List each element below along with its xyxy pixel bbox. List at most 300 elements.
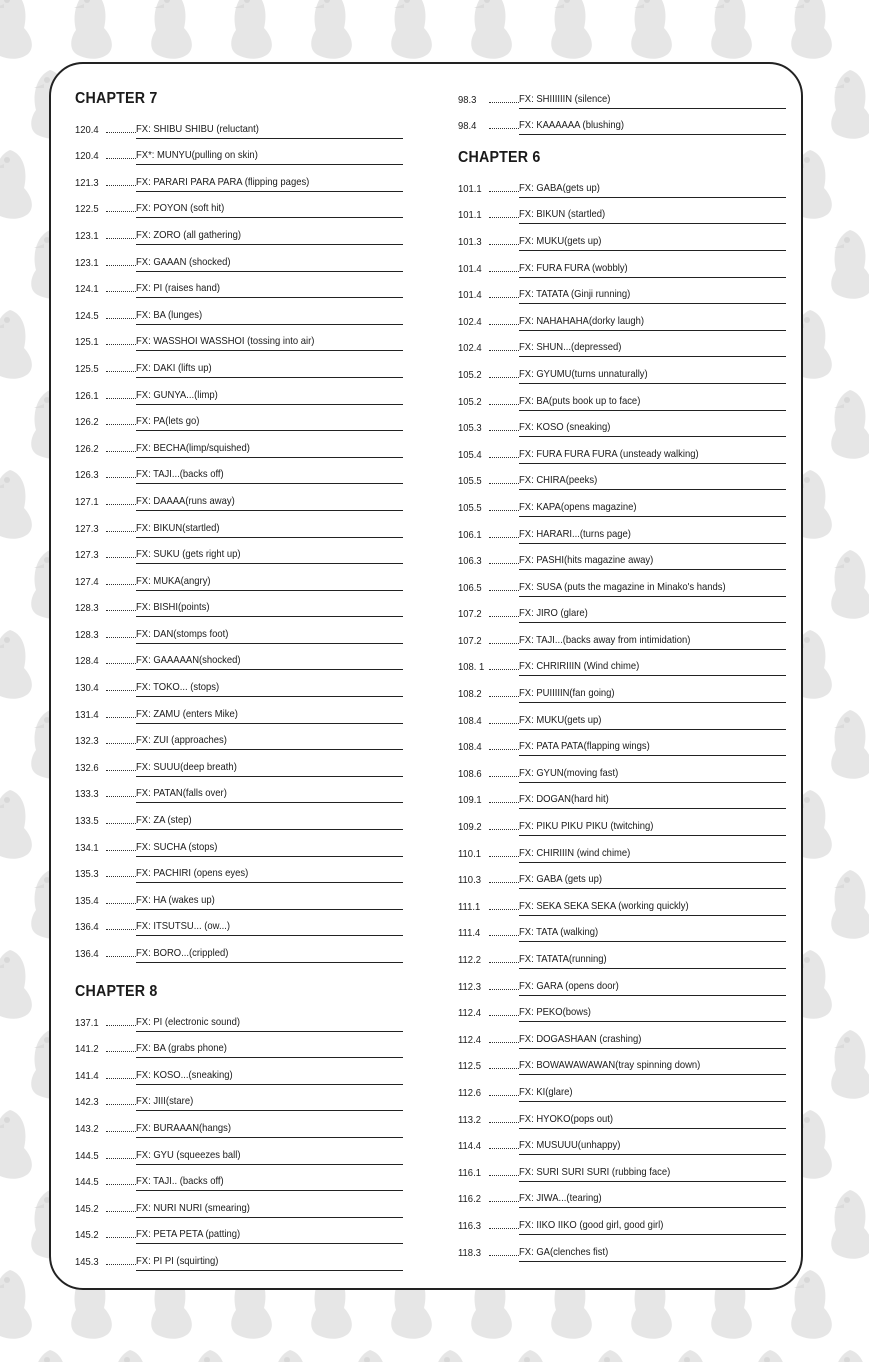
fx-translation [519, 793, 786, 809]
fx-translation [136, 681, 403, 697]
page-number: 128.3 [75, 602, 99, 615]
fx-text: FX: PARARI PARA PARA (flipping pages) [136, 175, 310, 188]
page-number: 121.3 [75, 176, 99, 189]
leader-dots [106, 398, 136, 399]
fx-entry [458, 650, 786, 677]
leader-dots [106, 637, 136, 638]
fx-text: FX: JIRO (glare) [519, 607, 588, 620]
fx-entry [75, 883, 403, 910]
fx-entry [75, 936, 403, 963]
leader-dots [106, 1131, 136, 1132]
penguin-icon [831, 390, 869, 459]
page-number: 127.3 [75, 522, 99, 535]
fx-entry [458, 676, 786, 703]
penguin-icon [831, 70, 869, 139]
fx-entry [75, 1244, 403, 1271]
penguin-icon [831, 1030, 869, 1099]
fx-translation [136, 708, 403, 724]
penguin-icon [631, 0, 672, 59]
fx-translation [136, 920, 403, 936]
fx-text: FX: BA (lunges) [136, 308, 203, 321]
fx-entry [458, 623, 786, 650]
fx-text: FX: SUSA (puts the magazine in Minako's hands) [519, 580, 726, 593]
fx-translation [136, 894, 403, 910]
leader-dots [106, 185, 136, 186]
penguin-icon [0, 470, 32, 539]
fx-entry [458, 703, 786, 730]
page-number: 101.4 [458, 262, 482, 275]
leader-dots [489, 244, 519, 245]
fx-translation [519, 1139, 786, 1155]
fx-entry [458, 464, 786, 491]
fx-text: FX: ITSUTSU... (ow...) [136, 920, 230, 933]
page-number: 145.3 [75, 1255, 99, 1268]
fx-entry [75, 272, 403, 299]
page-number: 101.1 [458, 209, 482, 222]
fx-entry [458, 331, 786, 358]
penguin-icon [551, 0, 592, 59]
fx-translation [519, 1113, 786, 1129]
fx-text: FX: SUKU (gets right up) [136, 548, 241, 561]
leader-dots [489, 217, 519, 218]
page-number: 101.4 [458, 289, 482, 302]
leader-dots [489, 962, 519, 963]
page-number: 110.3 [458, 874, 481, 887]
page-number: 109.2 [458, 821, 482, 834]
penguin-icon [0, 0, 32, 59]
page-number: 105.5 [458, 475, 482, 488]
leader-dots [106, 1025, 136, 1026]
page-number: 112.6 [458, 1086, 481, 1099]
fx-text: FX: SUUU(deep breath) [136, 760, 237, 773]
fx-entry [458, 171, 786, 198]
fx-entry [458, 1235, 786, 1262]
page-number: 122.5 [75, 203, 99, 216]
fx-entry [75, 245, 403, 272]
fx-entry [75, 803, 403, 830]
fx-text: FX: BORO...(crippled) [136, 947, 229, 959]
fx-entry [75, 1165, 403, 1192]
leader-dots [489, 350, 519, 351]
page-number: 141.4 [75, 1069, 99, 1082]
page-number: 105.5 [458, 501, 482, 514]
leader-dots [489, 1255, 519, 1256]
fx-text: FX: BISHI(points) [136, 601, 210, 614]
page-number: 105.4 [458, 448, 482, 461]
penguin-icon [0, 630, 32, 699]
fx-entry [458, 1208, 786, 1235]
leader-dots [106, 371, 136, 372]
left-column [75, 86, 403, 1271]
page-number: 144.5 [75, 1176, 99, 1189]
fx-translation [519, 1086, 786, 1102]
leader-dots [106, 1237, 136, 1238]
fx-text: FX: PUIIIIIN(fan going) [519, 687, 615, 700]
leader-dots [489, 696, 519, 697]
page-number: 128.3 [75, 628, 99, 641]
fx-entry [458, 809, 786, 836]
leader-dots [106, 663, 136, 664]
fx-entry [458, 996, 786, 1023]
fx-text: FX: TOKO... (stops) [136, 681, 220, 694]
fx-translation [519, 262, 786, 278]
leader-dots [106, 1158, 136, 1159]
chapter-heading: CHAPTER 6 [458, 149, 541, 167]
page-number: 112.2 [458, 954, 481, 966]
page-number: 137.1 [75, 1016, 99, 1029]
fx-translation [136, 1255, 403, 1271]
fx-translation [519, 926, 786, 942]
fx-text: FX: GYU (squeezes ball) [136, 1148, 241, 1161]
fx-entry [75, 538, 403, 565]
fx-translation [519, 1059, 786, 1075]
fx-translation [136, 1175, 403, 1191]
leader-dots [106, 238, 136, 239]
fx-translation [136, 787, 403, 803]
penguin-icon [0, 1270, 32, 1339]
fx-translation [519, 847, 786, 863]
penguin-icon [431, 1350, 472, 1362]
page-number: 131.4 [75, 708, 99, 721]
penguin-icon [0, 790, 32, 859]
leader-dots [106, 1211, 136, 1212]
fx-translation [519, 448, 786, 464]
page-number: 126.1 [75, 389, 99, 402]
fx-text: FX: DOGAN(hard hit) [519, 793, 609, 806]
leader-dots [489, 510, 519, 511]
fx-translation [519, 1033, 786, 1049]
fx-translation [136, 1228, 403, 1244]
page-number: 108.4 [458, 741, 482, 754]
penguin-icon [0, 150, 32, 219]
page-number: 142.3 [75, 1096, 99, 1109]
fx-translation [519, 1219, 786, 1235]
fx-text: FX: PEKO(bows) [519, 1006, 591, 1019]
fx-translation [136, 654, 403, 670]
penguin-icon [231, 0, 272, 59]
leader-dots [489, 430, 519, 431]
fx-translation [519, 767, 786, 783]
leader-dots [489, 297, 519, 298]
fx-translation [136, 309, 403, 325]
fx-entry [75, 644, 403, 671]
page-number: 134.1 [75, 841, 99, 854]
fx-translation [136, 176, 403, 192]
fx-text: FX: KI(glare) [519, 1085, 573, 1098]
fx-text: FX: PI PI (squirting) [136, 1254, 219, 1267]
page-number: 125.1 [75, 336, 99, 349]
fx-text: FX: SEKA SEKA SEKA (working quickly) [519, 899, 689, 912]
fx-entry [75, 165, 403, 192]
fx-translation [519, 235, 786, 251]
fx-text: FX: BIKUN (startled) [519, 208, 606, 221]
fx-text: FX: DAKI (lifts up) [136, 361, 212, 374]
page-number: 123.1 [75, 229, 99, 242]
leader-dots [489, 404, 519, 405]
fx-entry [458, 251, 786, 278]
page-number: 112.4 [458, 1007, 481, 1020]
fx-entry [458, 224, 786, 251]
page-number: 112.3 [458, 980, 481, 993]
fx-entry [75, 564, 403, 591]
leader-dots [489, 749, 519, 750]
leader-dots [489, 1148, 519, 1149]
fx-translation [519, 528, 786, 544]
fx-translation [519, 873, 786, 889]
page-number: 102.4 [458, 315, 482, 328]
fx-translation [136, 814, 403, 830]
leader-dots [489, 483, 519, 484]
fx-text: FX: GABA(gets up) [519, 181, 600, 194]
fx-entry [458, 969, 786, 996]
fx-translation [136, 1095, 403, 1111]
page-number: 113.2 [458, 1113, 481, 1126]
leader-dots [106, 451, 136, 452]
leader-dots [489, 590, 519, 591]
fx-text: FX: GUNYA...(limp) [136, 388, 218, 401]
fx-entry [75, 1138, 403, 1165]
penguin-icon [111, 1350, 152, 1362]
page-number: 109.1 [458, 794, 482, 807]
fx-entry [458, 1075, 786, 1102]
page-number: 128.4 [75, 655, 99, 668]
fx-translation [519, 501, 786, 517]
fx-text: FX: CHRIRIIIN (Wind chime) [519, 660, 640, 673]
fx-text: FX: NAHAHAHA(dorky laugh) [519, 314, 644, 327]
fx-text: FX: IIKO IIKO (good girl, good girl) [519, 1218, 664, 1231]
fx-text: FX: GARA (opens door) [519, 979, 619, 992]
fx-text: FX: PATAN(falls over) [136, 787, 227, 800]
page-number: 130.4 [75, 682, 99, 695]
penguin-icon [71, 0, 112, 59]
leader-dots [489, 128, 519, 129]
penguin-icon [511, 1350, 552, 1362]
fx-text: FX: WASSHOI WASSHOI (tossing into air) [136, 335, 315, 348]
leader-dots [106, 1051, 136, 1052]
fx-entry [75, 910, 403, 937]
fx-text: FX: DAN(stomps foot) [136, 627, 229, 640]
leader-dots [106, 876, 136, 877]
fx-translation [136, 548, 403, 564]
fx-translation [136, 256, 403, 272]
page-number: 124.5 [75, 309, 99, 322]
fx-text: FX: TAJI.. (backs off) [136, 1175, 224, 1188]
penguin-icon [391, 0, 432, 59]
fx-text: FX: PASHI(hits magazine away) [519, 554, 654, 567]
fx-text: FX: HARARI...(turns page) [519, 527, 631, 540]
fx-entry [458, 82, 786, 109]
fx-text: FX: BOWAWAWAWAN(tray spinning down) [519, 1059, 701, 1072]
fx-translation [519, 208, 786, 224]
page-number: 114.4 [458, 1140, 481, 1153]
fx-text: FX: NURI NURI (smearing) [136, 1201, 250, 1214]
leader-dots [106, 1264, 136, 1265]
fx-text: FX: MUSUUU(unhappy) [519, 1139, 621, 1152]
penguin-icon [831, 870, 869, 939]
fx-translation [519, 953, 786, 969]
page-number: 108.6 [458, 767, 482, 780]
penguin-icon [471, 0, 512, 59]
fx-entry [75, 298, 403, 325]
fx-text: FX: ZORO (all gathering) [136, 228, 242, 241]
leader-dots [106, 158, 136, 159]
fx-text: FX: DAAAA(runs away) [136, 494, 235, 507]
fx-translation [136, 522, 403, 538]
fx-text: FX: KOSO (sneaking) [519, 421, 611, 434]
fx-text: FX: PA(lets go) [136, 415, 200, 428]
leader-dots [489, 1042, 519, 1043]
page-number: 126.2 [75, 442, 99, 455]
fx-translation [519, 554, 786, 570]
fx-entry [458, 198, 786, 225]
page-number: 136.4 [75, 948, 99, 960]
penguin-icon [791, 1270, 832, 1339]
fx-entry [458, 411, 786, 438]
fx-text: FX: CHIRIIIN (wind chime) [519, 846, 631, 859]
fx-entry [75, 1191, 403, 1218]
fx-translation [519, 421, 786, 437]
fx-entry [458, 1102, 786, 1129]
fx-translation [136, 628, 403, 644]
fx-entry [458, 836, 786, 863]
fx-text: FX: HA (wakes up) [136, 893, 215, 906]
fx-text: FX: KAAAAAA (blushing) [519, 119, 625, 132]
penguin-icon [591, 1350, 632, 1362]
leader-dots [106, 850, 136, 851]
page-number: 101.1 [458, 182, 482, 195]
page-number: 105.2 [458, 395, 482, 408]
fx-entry [458, 357, 786, 384]
leader-dots [489, 457, 519, 458]
fx-entry [75, 484, 403, 511]
leader-dots [489, 324, 519, 325]
fx-translation [519, 119, 786, 135]
penguin-icon [151, 0, 192, 59]
page-number: 116.3 [458, 1219, 481, 1232]
fx-translation [136, 415, 403, 431]
fx-translation [519, 660, 786, 676]
fx-text: FX: CHIRA(peeks) [519, 474, 598, 487]
fx-entry [75, 431, 403, 458]
right-column [458, 82, 786, 1262]
penguin-icon [0, 310, 32, 379]
leader-dots [489, 643, 519, 644]
leader-dots [106, 823, 136, 824]
penguin-icon [0, 950, 32, 1019]
fx-translation [519, 1166, 786, 1182]
fx-text: FX: BA (grabs phone) [136, 1042, 227, 1055]
penguin-icon [351, 1350, 392, 1362]
fx-translation [519, 900, 786, 916]
fx-translation [519, 315, 786, 331]
fx-translation [136, 1122, 403, 1138]
fx-translation [136, 442, 403, 458]
leader-dots [489, 989, 519, 990]
fx-translation [136, 841, 403, 857]
fx-entry [75, 591, 403, 618]
page-number: 145.2 [75, 1202, 99, 1215]
fx-translation [136, 575, 403, 591]
fx-entry [458, 942, 786, 969]
leader-dots [489, 856, 519, 857]
fx-text: FX*: MUNYU(pulling on skin) [136, 149, 258, 162]
fx-entry [458, 1155, 786, 1182]
fx-text: FX: TATA (walking) [519, 926, 599, 939]
fx-text: FX: ZAMU (enters Mike) [136, 707, 238, 720]
fx-text: FX: FURA FURA FURA (unsteady walking) [519, 447, 699, 460]
fx-text: FX: GA(clenches fist) [519, 1245, 609, 1258]
page-number: 98.3 [458, 93, 477, 106]
fx-entry [458, 783, 786, 810]
leader-dots [106, 956, 136, 957]
fx-entry [75, 511, 403, 538]
fx-text: FX: SHUN...(depressed) [519, 341, 622, 354]
fx-translation [136, 601, 403, 617]
page-number: 133.3 [75, 788, 99, 801]
penguin-icon [831, 550, 869, 619]
leader-dots [106, 531, 136, 532]
leader-dots [489, 102, 519, 103]
fx-entry [458, 756, 786, 783]
page-number: 108.4 [458, 714, 482, 727]
page-number: 136.4 [75, 921, 99, 934]
penguin-icon [31, 1350, 72, 1362]
fx-entry [458, 437, 786, 464]
leader-dots [489, 882, 519, 883]
leader-dots [489, 776, 519, 777]
leader-dots [489, 1068, 519, 1069]
fx-entry [458, 1022, 786, 1049]
fx-entry [75, 405, 403, 432]
leader-dots [489, 616, 519, 617]
leader-dots [106, 477, 136, 478]
leader-dots [489, 802, 519, 803]
fx-text: FX: BIKUN(startled) [136, 521, 220, 534]
page-number: 133.5 [75, 815, 99, 828]
fx-translation [136, 149, 403, 165]
penguin-icon [831, 710, 869, 779]
fx-text: FX: GAAAN (shocked) [136, 255, 231, 268]
fx-translation [519, 1246, 786, 1262]
fx-text: FX: BURAAAN(hangs) [136, 1121, 232, 1134]
leader-dots [106, 1184, 136, 1185]
page-number: 106.5 [458, 581, 482, 594]
fx-entry [75, 1111, 403, 1138]
fx-text: FX: SHIBU SHIBU (reluctant) [136, 122, 259, 135]
fx-entry [75, 458, 403, 485]
chapter-heading: CHAPTER 8 [75, 983, 158, 1000]
fx-entry [75, 1032, 403, 1059]
page-number: 141.2 [75, 1043, 99, 1056]
fx-entry [75, 1218, 403, 1245]
leader-dots [489, 1015, 519, 1016]
page-number: 120.4 [75, 150, 99, 163]
fx-translation [136, 867, 403, 883]
fx-entry [458, 304, 786, 331]
fx-text: FX: GYUN(moving fast) [519, 766, 619, 779]
leader-dots [489, 563, 519, 564]
leader-dots [106, 690, 136, 691]
page-number: 144.5 [75, 1149, 99, 1162]
page-number: 145.2 [75, 1229, 99, 1242]
fx-entry [458, 384, 786, 411]
fx-entry [75, 697, 403, 724]
penguin-icon [271, 1350, 312, 1362]
fx-text: FX: FURA FURA (wobbly) [519, 261, 628, 274]
fx-entry [75, 617, 403, 644]
page-number: 116.1 [458, 1166, 481, 1179]
page-number: 107.2 [458, 608, 482, 621]
